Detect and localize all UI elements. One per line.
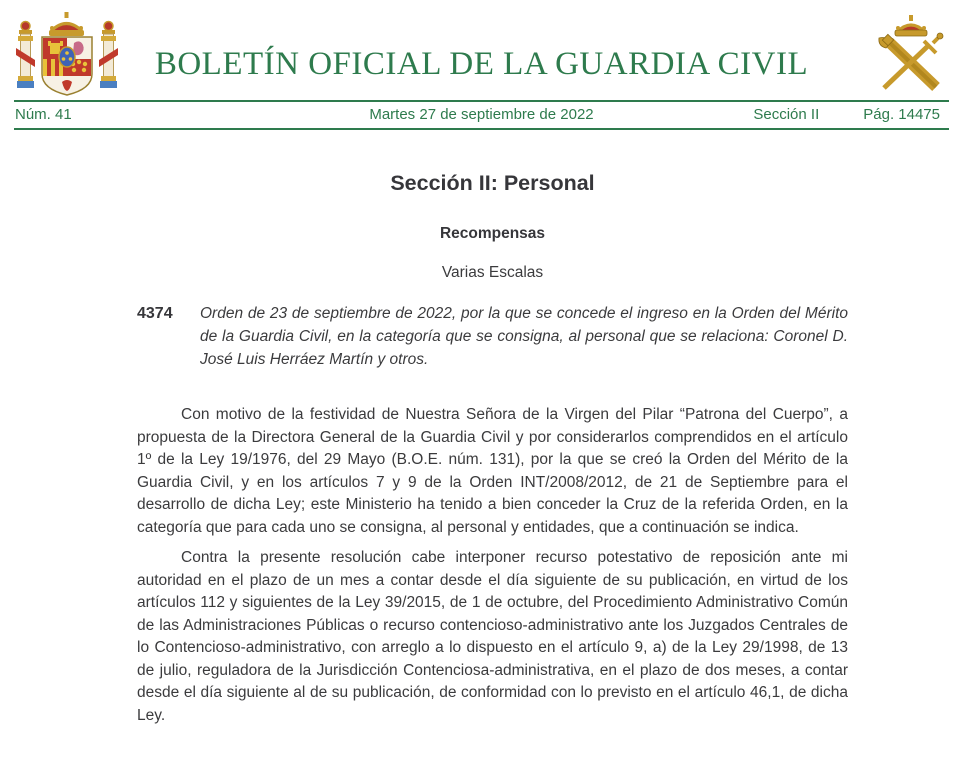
page-number: Pág. 14475 (863, 106, 940, 123)
meta-bar (14, 100, 949, 130)
meta-right-group (753, 102, 940, 128)
subsection-title: Recompensas (439, 225, 546, 242)
scales-subheading: Varias Escalas (441, 264, 544, 281)
paragraph-concession: Con motivo de la festividad de Nuestra Señora de la Virgen del Pilar “Patrona del Cuerpo”, a propuesta de la Directora General de la Guardia Civil y por considerarlos comprendidos en el artículo 1º de la Ley 19/1976, del 29 Mayo (B.O.E. núm. 131), por la que se creó la Orden del Mérito de la Guardia Civil, y en los artículos 7 y 9 de la Orden INT/2008/2012, de 21 de Septiembre para el desarrollo de dicha Ley; este Ministerio ha tenido a bien conceder la Cruz de la referida Orden, en la categoría que para cada uno se consigna, al personal y entidades, que a continuación se indica. (137, 406, 848, 536)
publication-date: Martes 27 de septiembre de 2022 (369, 106, 594, 123)
section-label: Sección II (753, 106, 820, 123)
masthead (0, 0, 963, 100)
section-title: Sección II: Personal (390, 171, 595, 195)
issue-number: Núm. 41 (15, 106, 72, 123)
order-number: 4374 (137, 305, 173, 322)
guardia-civil-emblem-icon (872, 15, 950, 97)
order-entry (137, 302, 848, 371)
order-summary: Orden de 23 de septiembre de 2022, por la que se concede el ingreso en la Orden del Mérito de la Guardia Civil, en la categoría que se consigna, al personal que se relaciona: Coronel D. José Luis Herráez Martín y otros. (200, 305, 848, 368)
bulletin-title: BOLETÍN OFICIAL DE LA GUARDIA CIVIL (154, 46, 809, 82)
paragraph-appeal: Contra la presente resolución cabe interponer recurso potestativo de reposición ante mi autoridad en el plazo de un mes a contar desde el día siguiente de su publicación, en virtud de los artículos 112 y siguientes de la Ley 39/2015, de 1 de octubre, del Procedimiento Administrativo Común de las Administraciones Públicas o recurso contencioso-administrativo ante los Juzgados Centrales de lo Contencioso-administrativo, con arreglo a lo dispuesto en el artículo 9, a) de la Ley 29/1998, de 13 de julio, reguladora de la Jurisdicción Contenciosa-administrativa, en el plazo de dos meses, a contar desde el día siguiente al de su publicación, de conformidad con lo previsto en el artículo 46,1, de dicha Ley. (137, 549, 848, 724)
document-body (137, 131, 848, 727)
